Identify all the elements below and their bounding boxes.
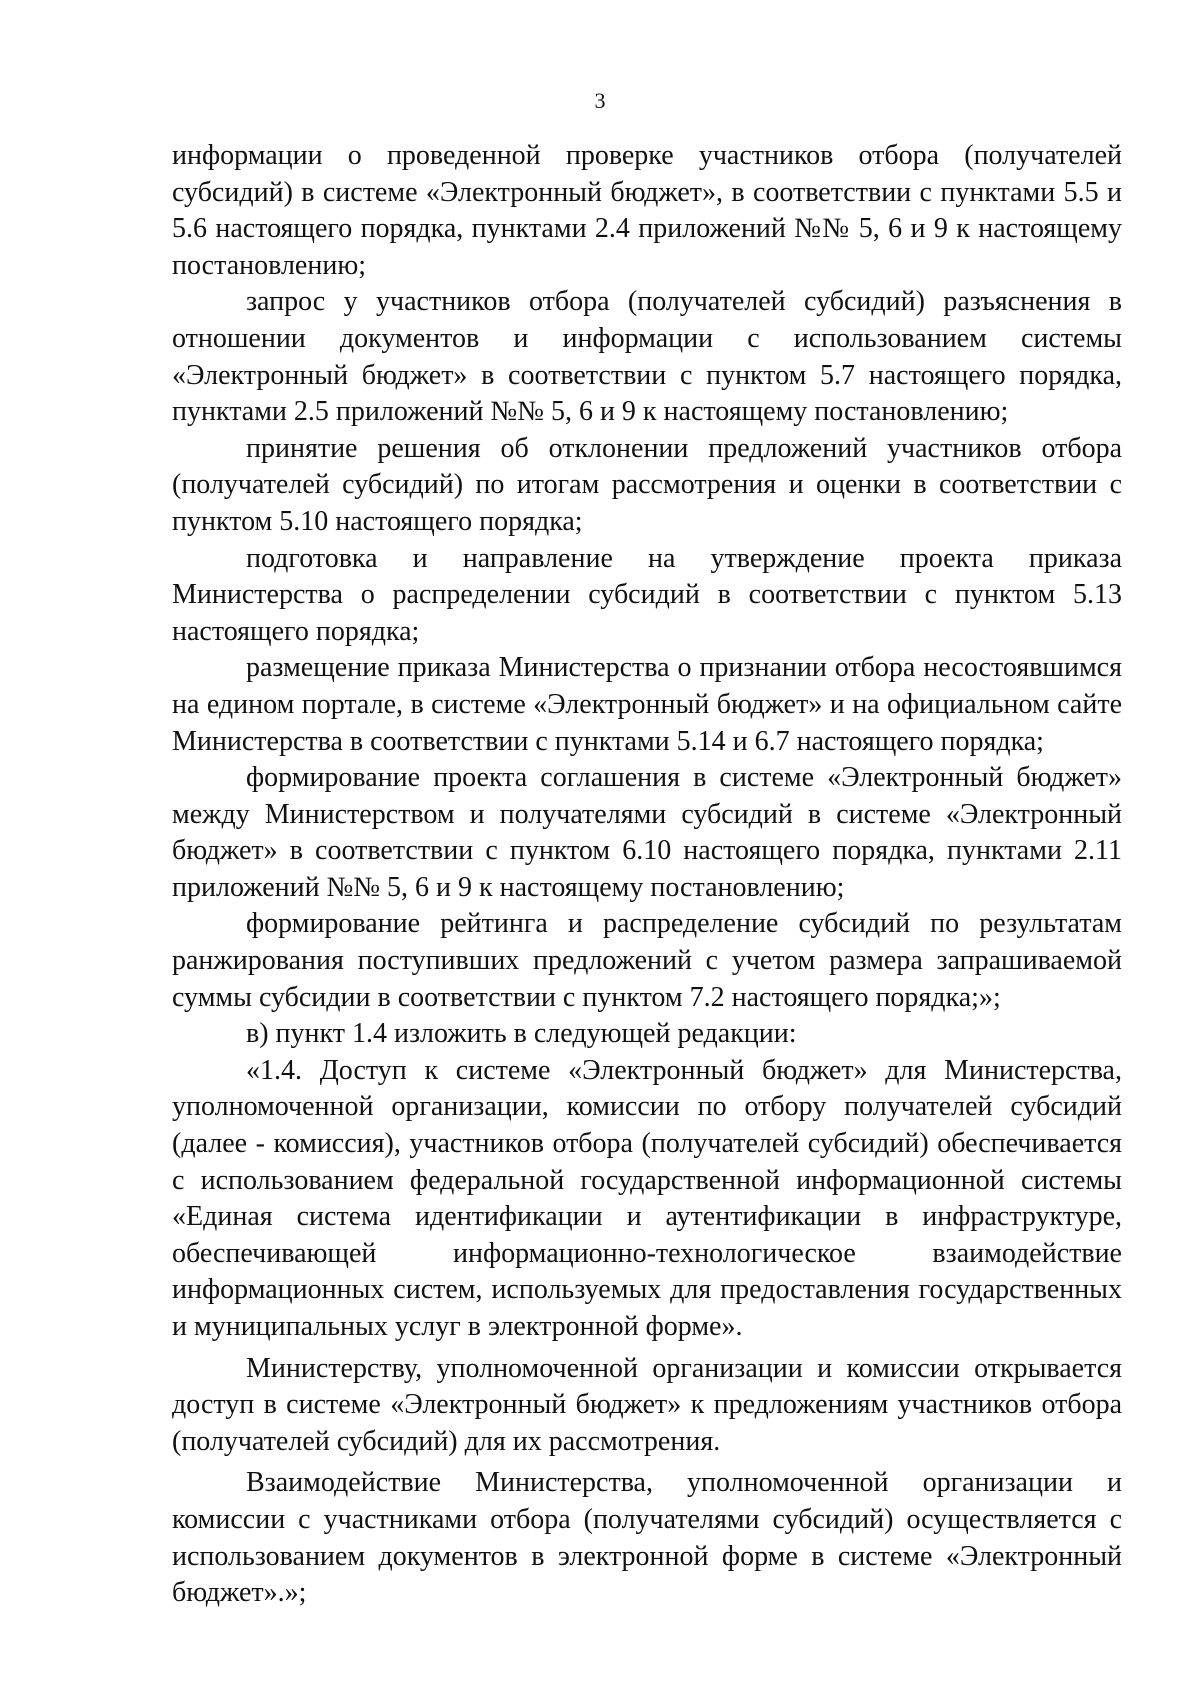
paragraph-order-preparation: подготовка и направление на утверждение проекта приказа Министерства о распределении субсидий в соответствии с пунктом 5.13 настоящего порядка; (172, 542, 1122, 647)
paragraph-rating-distribution: формирование рейтинга и распределение субсидий по результатам ранжирования поступивших предложений с учетом размера запрашиваемой суммы субсидии в соответствии с пунктом 7.2 настоящего порядка;»; (172, 908, 1122, 1013)
document-body (172, 138, 1122, 1612)
paragraph-continuation: информации о проведенной проверке участников отбора (получателей субсидий) в системе «Электронный бюджет», в соответствии с пунктами 5.5 и 5.6 настоящего порядка, пунктами 2.4 приложений №№ 5, 6 и 9 к настоящему постановлению; (172, 140, 1122, 281)
paragraph-interaction: Взаимодействие Министерства, уполномоченной организации и комиссии с участниками отбора (получателями субсидий) осуществляется с использованием документов в электронной форме в системе «Электронный бюджет».»; (172, 1467, 1122, 1609)
paragraph-agreement-draft: формирование проекта соглашения в системе «Электронный бюджет» между Министерством и получателями субсидий в системе «Электронный бюджет» в соответствии с пунктом 6.10 настоящего порядка, пунктами 2.11 приложений №№ 5, 6 и 9 к настоящему постановлению; (172, 762, 1122, 903)
paragraph-rejection-decision: принятие решения об отклонении предложений участников отбора (получателей субсидий) по итогам рассмотрения и оценки в соответствии с пунктом 5.10 настоящего порядка; (172, 432, 1122, 537)
paragraph-item-1-4-intro: в) пункт 1.4 изложить в следующей редакции: (246, 1018, 797, 1050)
paragraph-clarification-request: запрос у участников отбора (получателей субсидий) разъяснения в отношении документов и информации с использованием системы «Электронный бюджет» в соответствии с пунктом 5.7 настоящего порядка, пунктами 2.5 приложений №№ 5, 6 и 9 к настоящему постановлению; (172, 286, 1122, 428)
paragraph-access-opening: Министерству, уполномоченной организации и комиссии открывается доступ в системе «Электронный бюджет» к предложениям участников отбора (получателей субсидий) для их рассмотрения. (172, 1352, 1122, 1457)
paragraph-order-publication: размещение приказа Министерства о признании отбора несостоявшимся на едином портале, в системе «Электронный бюджет» и на официальном сайте Министерства в соответствии с пунктами 5.14 и 6.7 настоящего порядка; (172, 652, 1122, 757)
page-number: 3 (594, 88, 606, 113)
paragraph-item-1-4-text: «1.4. Доступ к системе «Электронный бюджет» для Министерства, уполномоченной организации, комиссии по отбору получателей субсидий (далее - комиссия), участников отбора (получателей субсидий) обеспечивается с использованием федеральной государственной информационной системы «Единая система идентификации и аутентификации в инфраструктуре, обеспечивающей информационно-технологическое взаимодействие информационных систем, используемых для предоставления государственных и муниципальных услуг в электронной форме». (172, 1054, 1122, 1342)
